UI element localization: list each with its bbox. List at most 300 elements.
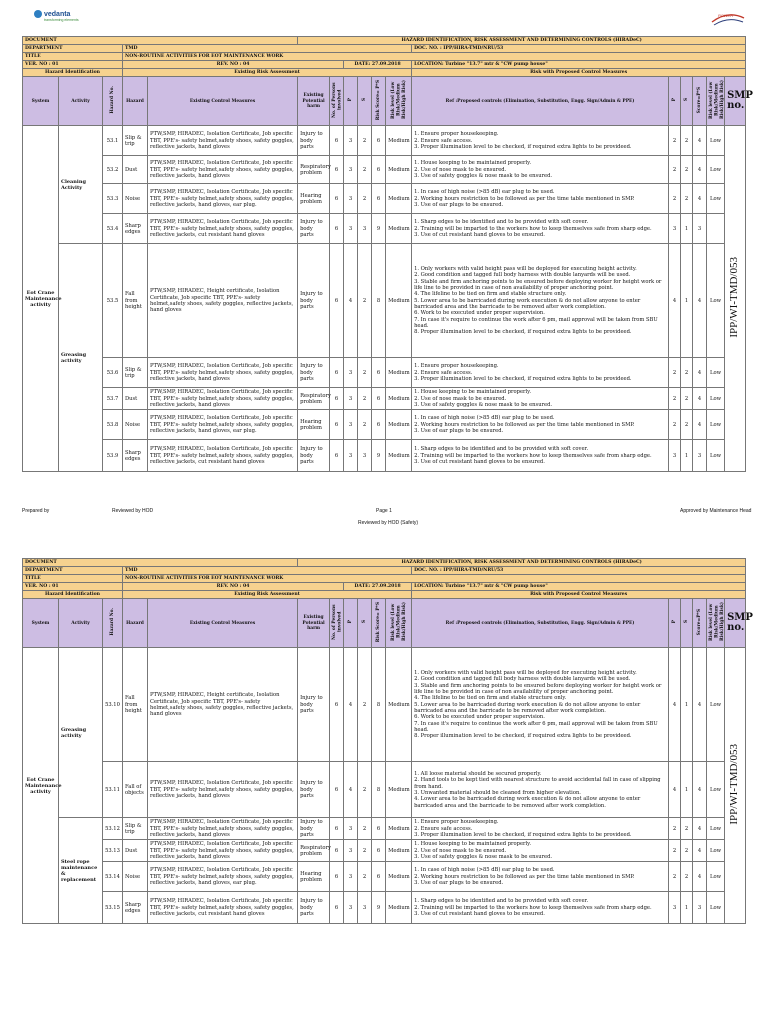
col-p2-label: P	[671, 98, 677, 102]
risk-score: 8	[372, 762, 386, 818]
column-header-row	[23, 77, 746, 126]
table-row	[23, 440, 746, 472]
proposed-controls: 1. Only workers with valid height pass will be deployed for executing height activity. 2. Good condition and tagged full body harness with double lanyards will be used. 3. Stable and firm anchoring points to be ensured before deploying worker for height work or life line to be provided in case of non availability of proper anchoring point. 4. The lifeline to be tied on firm and stable structure only. 5. Lower area to be barricaded during work execution & do not allow anyone to enter barricaded area and the barricade to be removed after work completion. 6. Work to be executed under proper supervision. 7. In case it's require to continue the work after 6 pm, mail approval will be taken from SBU head. 8. Proper illumination level to be checked, if required extra lights to be provideed.	[412, 244, 669, 358]
existing-potential-harm: Injury to body parts	[298, 244, 330, 358]
persons-involved: 6	[330, 818, 344, 840]
table-row	[23, 156, 746, 184]
activity-cell: Greasing activity	[59, 244, 103, 472]
smp-number-cell	[725, 126, 746, 472]
score-after: 4	[693, 762, 707, 818]
score-after: 4	[693, 862, 707, 892]
risk-level: Medium	[386, 840, 412, 862]
severity-after: 2	[681, 840, 693, 862]
hazard-no: 53.15	[103, 892, 123, 924]
persons-involved: 6	[330, 126, 344, 156]
risk-score: 6	[372, 156, 386, 184]
col-risk-score-label: Risk Score= P*S	[375, 601, 381, 643]
score-after: 4	[693, 840, 707, 862]
risk-level: Medium	[386, 244, 412, 358]
table-row	[23, 388, 746, 410]
logo-mark-icon	[34, 10, 42, 18]
probability-after: 3	[669, 440, 681, 472]
risk-level-after: Low	[707, 648, 725, 762]
risk-score: 6	[372, 358, 386, 388]
document-title: HAZARD IDENTIFICATION, RISK ASSESSMENT AND DETERMINING CONTROLS (HIRADeC)	[298, 559, 746, 567]
probability: 4	[344, 244, 358, 358]
section-proposed: Risk with Proposed Control Measures	[412, 591, 746, 599]
hazard-no: 53.9	[103, 440, 123, 472]
col-hazard-no-label: Hazard No.	[109, 86, 115, 114]
col-s2	[681, 599, 693, 648]
proposed-controls: 1. Sharp edges to be identified and to be provided with soft cover. 2. Training will be imparted to the workers how to keep themselves safe from sharp edge. 3. Use of cut resistant hand gloves to be ensured.	[412, 440, 669, 472]
probability-after: 4	[669, 762, 681, 818]
col-system: System	[23, 599, 59, 648]
hazard-no: 53.3	[103, 184, 123, 214]
hazard-no: 53.5	[103, 244, 123, 358]
probability-after: 2	[669, 184, 681, 214]
persons-involved: 6	[330, 410, 344, 440]
hiradec-table-page-2	[22, 558, 753, 924]
col-score2	[693, 77, 707, 126]
document-label: DOCUMENT	[23, 37, 298, 45]
power-logo-icon	[710, 8, 746, 30]
persons-involved: 6	[330, 184, 344, 214]
existing-controls: PTW,SMP, HIRADEC, Isolation Certificate, Job specific TBT, PPE's- safety helmet,safety shoes, safety goggles, reflective jackets, hand gloves	[148, 840, 298, 862]
col-s	[358, 77, 372, 126]
col-p-label: P	[347, 620, 353, 624]
logo-subtext: transforming elements	[44, 18, 79, 22]
existing-potential-harm: Injury to body parts	[298, 818, 330, 840]
probability-after: 2	[669, 840, 681, 862]
system-cell: Eot Crane Maintenance activity	[23, 126, 59, 472]
col-hazard-no	[103, 599, 123, 648]
severity-after: 2	[681, 358, 693, 388]
existing-controls: PTW,SMP, HIRADEC, Isolation Certificate, Job specific TBT, PPE's- safety helmet,safety shoes, safety goggles, reflective jackets, hand gloves, ear plug.	[148, 184, 298, 214]
risk-level-after: Low	[707, 862, 725, 892]
col-s	[358, 599, 372, 648]
severity-after: 2	[681, 818, 693, 840]
department-label: DEPARTMENT	[23, 567, 123, 575]
proposed-controls: 1. Ensure proper housekeeping. 2. Ensure safe access. 3. Proper illumination level to be checked, if required extra lights to be provideed.	[412, 358, 669, 388]
probability: 3	[344, 388, 358, 410]
col-risk-level-label: Risk level (Low Risk/Medium Risk/High Risk)	[390, 80, 407, 120]
risk-level-after: Low	[707, 156, 725, 184]
table-row	[23, 862, 746, 892]
hazard: Slip & trip	[123, 818, 148, 840]
risk-level-after: Low	[707, 358, 725, 388]
existing-potential-harm: Injury to body parts	[298, 126, 330, 156]
location: LOCATION: Turbine "13.7" mtr & "CW pump house"	[412, 583, 746, 591]
hazard: Slip & trip	[123, 126, 148, 156]
col-risk-score-label: Risk Score= P*S	[375, 79, 381, 121]
section-hazard-identification: Hazard Identification	[23, 591, 123, 599]
proposed-controls: 1. Ensure proper housekeeping. 2. Ensure safe access. 3. Proper illumination level to be checked, if required extra lights to be provideed.	[412, 818, 669, 840]
department-label: DEPARTMENT	[23, 45, 123, 53]
proposed-controls: 1. In case of high noise (>85 dB) ear plug to be used. 2. Working hours restriction to be followed as per the time table mentioned in SMP. 3. Use of ear plugs to be ensured.	[412, 184, 669, 214]
score-after: 4	[693, 184, 707, 214]
col-score2-label: Score=P*S	[696, 86, 702, 114]
col-ref-controls: Ref :Proposed controls (Elimination, Substitution, Engg. Sign/Admin & PPE)	[412, 599, 669, 648]
risk-level: Medium	[386, 762, 412, 818]
risk-level: Medium	[386, 818, 412, 840]
document-label: DOCUMENT	[23, 559, 298, 567]
table-row	[23, 184, 746, 214]
col-s-label: S	[361, 620, 367, 624]
department-value: TMD	[123, 45, 412, 53]
risk-level: Medium	[386, 648, 412, 762]
severity-after: 1	[681, 648, 693, 762]
title-value: NON-ROUTINE ACTIVITIES FOR EOT MAINTENANCE WORK	[123, 575, 746, 583]
probability-after: 2	[669, 818, 681, 840]
probability-after: 2	[669, 388, 681, 410]
hazard-no: 53.1	[103, 126, 123, 156]
risk-level: Medium	[386, 440, 412, 472]
severity: 2	[358, 244, 372, 358]
risk-level-after: Low	[707, 410, 725, 440]
section-row	[23, 591, 746, 599]
ver-no: VER. NO : 01	[23, 583, 123, 591]
probability: 3	[344, 818, 358, 840]
col-smp: SMP no.	[725, 599, 746, 648]
table-row	[23, 244, 746, 358]
col-level2-label: Risk level (Low Risk/Medium Risk/High Risk)	[709, 80, 725, 120]
severity-after: 2	[681, 156, 693, 184]
probability: 4	[344, 648, 358, 762]
col-s-label: S	[361, 98, 367, 102]
hazard: Dust	[123, 388, 148, 410]
score-after: 4	[693, 388, 707, 410]
hazard-no: 53.8	[103, 410, 123, 440]
col-p2	[669, 77, 681, 126]
persons-involved: 6	[330, 440, 344, 472]
persons-involved: 6	[330, 648, 344, 762]
proposed-controls: 1. Ensure proper housekeeping. 2. Ensure safe access. 3. Proper illumination level to be checked, if required extra lights to be provideed.	[412, 126, 669, 156]
col-s2	[681, 77, 693, 126]
persons-involved: 6	[330, 244, 344, 358]
probability: 3	[344, 862, 358, 892]
ver-no: VER. NO : 01	[23, 61, 123, 69]
approved-by: Approved by Maintenance Head	[680, 508, 752, 514]
proposed-controls: 1. Only workers with valid height pass will be deployed for executing height activity. 2. Good condition and tagged full body harness with double lanyards will be used. 3. Stable and firm anchoring points to be ensured before deploying worker for height work or life line to be provided in case of non availability of proper anchoring point. 4. The lifeline to be tied on firm and stable structure only. 5. Lower area to be barricaded during work execution & do not allow anyone to enter barricaded area and the barricade to be removed after work completion. 6. Work to be executed under proper supervision. 7. In case it's require to continue the work after 6 pm, mail approval will be taken from SBU head. 8. Proper illumination level to be checked, if required extra lights to be provideed.	[412, 648, 669, 762]
persons-involved: 6	[330, 214, 344, 244]
hazard-no: 53.7	[103, 388, 123, 410]
persons-involved: 6	[330, 388, 344, 410]
probability: 3	[344, 410, 358, 440]
col-p2-label: P	[671, 620, 677, 624]
doc-no: DOC. NO. : IPP/HIRA-TMD/NRU/53	[412, 45, 746, 53]
existing-potential-harm: Injury to body parts	[298, 358, 330, 388]
persons-involved: 6	[330, 892, 344, 924]
hazard: Noise	[123, 410, 148, 440]
col-risk-level	[386, 599, 412, 648]
persons-involved: 6	[330, 840, 344, 862]
risk-level: Medium	[386, 156, 412, 184]
table-row	[23, 840, 746, 862]
score-after: 4	[693, 156, 707, 184]
hazard: Noise	[123, 184, 148, 214]
risk-score: 6	[372, 862, 386, 892]
col-existing-controls: Existing Control Measures	[148, 77, 298, 126]
severity-after: 1	[681, 762, 693, 818]
col-persons-label: No. of Persons involved	[332, 604, 343, 640]
risk-level-after: Low	[707, 840, 725, 862]
col-level2-label: Risk level (Low Risk/Medium Risk/High Risk)	[709, 602, 725, 642]
meta-row-title	[23, 575, 746, 583]
existing-controls: PTW,SMP, HIRADEC, Height certificate, Isolation Certificate, Job specific TBT, PPE's- safety helmet,safety shoes, safety goggles, reflective jackets, hand gloves	[148, 648, 298, 762]
existing-controls: PTW,SMP, HIRADEC, Isolation Certificate, Job specific TBT, PPE's- safety helmet,safety shoes, safety goggles, reflective jackets, hand gloves, ear plug.	[148, 862, 298, 892]
col-p	[344, 599, 358, 648]
risk-score: 6	[372, 388, 386, 410]
risk-score: 6	[372, 818, 386, 840]
hazard: Fall from height	[123, 244, 148, 358]
page-header	[0, 0, 768, 36]
section-existing-risk: Existing Risk Assessment	[123, 591, 412, 599]
probability-after: 3	[669, 892, 681, 924]
probability-after: 3	[669, 214, 681, 244]
probability: 3	[344, 156, 358, 184]
severity: 2	[358, 126, 372, 156]
section-existing-risk: Existing Risk Assessment	[123, 69, 412, 77]
existing-potential-harm: Injury to body parts	[298, 440, 330, 472]
severity: 2	[358, 818, 372, 840]
hazard-no: 53.2	[103, 156, 123, 184]
existing-potential-harm: Hearing problem	[298, 862, 330, 892]
existing-controls: PTW,SMP, HIRADEC, Isolation Certificate, Job specific TBT, PPE's- safety helmet,safety shoes, safety goggles, reflective jackets, hand gloves	[148, 358, 298, 388]
col-persons	[330, 599, 344, 648]
risk-score: 9	[372, 440, 386, 472]
hazard: Sharp edges	[123, 892, 148, 924]
risk-score: 8	[372, 648, 386, 762]
department-value: TMD	[123, 567, 412, 575]
existing-controls: PTW,SMP, HIRADEC, Height certificate, Isolation Certificate, Job specific TBT, PPE's- safety helmet,safety shoes, safety goggles, reflective jackets, hand gloves	[148, 244, 298, 358]
hazard: Dust	[123, 840, 148, 862]
risk-score: 6	[372, 126, 386, 156]
severity-after: 1	[681, 440, 693, 472]
score-after: 3	[693, 214, 707, 244]
severity-after: 2	[681, 126, 693, 156]
column-header-row	[23, 599, 746, 648]
meta-row-department	[23, 45, 746, 53]
risk-score: 9	[372, 892, 386, 924]
table-row	[23, 818, 746, 840]
risk-score: 6	[372, 410, 386, 440]
risk-level: Medium	[386, 388, 412, 410]
persons-involved: 6	[330, 862, 344, 892]
col-p2	[669, 599, 681, 648]
hazard: Fall of objects	[123, 762, 148, 818]
vedanta-logo	[34, 10, 79, 22]
probability-after: 2	[669, 126, 681, 156]
hazard-no: 53.10	[103, 648, 123, 762]
hazard: Sharp edges	[123, 440, 148, 472]
existing-potential-harm: Injury to body parts	[298, 648, 330, 762]
existing-controls: PTW,SMP, HIRADEC, Isolation Certificate, Job specific TBT, PPE's- safety helmet,safety shoes, safety goggles, reflective jackets, hand gloves, ear plug.	[148, 410, 298, 440]
table-row	[23, 762, 746, 818]
reviewed-by-safety: Reviewed by HOD (Safety)	[358, 520, 419, 526]
existing-potential-harm: Respiratory problem	[298, 388, 330, 410]
existing-controls: PTW,SMP, HIRADEC, Isolation Certificate, Job specific TBT, PPE's- safety helmet,safety shoes, safety goggles, reflective jackets, cut resistant hand gloves	[148, 892, 298, 924]
existing-controls: PTW,SMP, HIRADEC, Isolation Certificate, Job specific TBT, PPE's- safety helmet,safety shoes, safety goggles, reflective jackets, cut resistant hand gloves	[148, 440, 298, 472]
risk-level-after: Low	[707, 388, 725, 410]
existing-controls: PTW,SMP, HIRADEC, Isolation Certificate, Job specific TBT, PPE's- safety helmet,safety shoes, safety goggles, reflective jackets, hand gloves	[148, 156, 298, 184]
severity: 2	[358, 862, 372, 892]
score-after: 4	[693, 126, 707, 156]
probability: 3	[344, 184, 358, 214]
risk-level-after: Low	[707, 244, 725, 358]
existing-controls: PTW,SMP, HIRADEC, Isolation Certificate, Job specific TBT, PPE's- safety helmet,safety shoes, safety goggles, reflective jackets, hand gloves	[148, 388, 298, 410]
smp-number: IPP/WI-TMD/053	[728, 743, 741, 825]
activity-cell: Steel rope maintenance & replacement	[59, 818, 103, 924]
activity-cell: Cleaning Activity	[59, 126, 103, 244]
risk-score: 8	[372, 244, 386, 358]
col-risk-score	[372, 599, 386, 648]
smp-number-cell	[725, 648, 746, 924]
persons-involved: 6	[330, 762, 344, 818]
severity: 2	[358, 156, 372, 184]
table-row	[23, 214, 746, 244]
date: DATE: 27.09.2018	[344, 583, 412, 591]
probability: 3	[344, 358, 358, 388]
table-row	[23, 892, 746, 924]
activity-cell: Greasing activity	[59, 648, 103, 818]
col-existing-potential: Existing Potential harm	[298, 599, 330, 648]
severity-after: 1	[681, 244, 693, 358]
risk-level: Medium	[386, 410, 412, 440]
col-existing-controls: Existing Control Measures	[148, 599, 298, 648]
table-row	[23, 648, 746, 762]
system-cell: Eot Crane Maintenance activity	[23, 648, 59, 924]
score-after: 3	[693, 892, 707, 924]
proposed-controls: 1. House keeping to be maintained properly. 2. Use of nose mask to be ensured. 3. Use of safety goggles & nose mask to be ensured.	[412, 156, 669, 184]
hazard: Dust	[123, 156, 148, 184]
col-hazard: Hazard	[123, 599, 148, 648]
col-ref-controls: Ref :Proposed controls (Elimination, Substitution, Engg. Sign/Admin & PPE)	[412, 77, 669, 126]
severity-after: 2	[681, 410, 693, 440]
meta-row-title	[23, 53, 746, 61]
existing-potential-harm: Injury to body parts	[298, 892, 330, 924]
smp-number: IPP/WI-TMD/053	[728, 256, 741, 338]
existing-controls: PTW,SMP, HIRADEC, Isolation Certificate, Job specific TBT, PPE's- safety helmet,safety shoes, safety goggles, reflective jackets, hand gloves	[148, 818, 298, 840]
meta-row-document	[23, 559, 746, 567]
risk-level-after: Low	[707, 184, 725, 214]
probability-after: 2	[669, 410, 681, 440]
risk-level-after	[707, 214, 725, 244]
rev-no: REV. NO : 04	[123, 583, 344, 591]
probability: 3	[344, 840, 358, 862]
severity: 2	[358, 648, 372, 762]
hazard-no: 53.13	[103, 840, 123, 862]
score-after: 4	[693, 648, 707, 762]
title-label: TITLE	[23, 53, 123, 61]
document-title: HAZARD IDENTIFICATION, RISK ASSESSMENT AND DETERMINING CONTROLS (HIRADeC)	[298, 37, 746, 45]
existing-controls: PTW,SMP, HIRADEC, Isolation Certificate, Job specific TBT, PPE's- safety helmet,safety shoes, safety goggles, reflective jackets, cut resistant hand gloves	[148, 214, 298, 244]
probability-after: 2	[669, 862, 681, 892]
col-activity: Activity	[59, 77, 103, 126]
proposed-controls: 1. Sharp edges to be identified and to be provided with soft cover. 2. Training will be imparted to the workers how to keep themselves safe from sharp edge. 3. Use of cut resistant hand gloves to be ensured.	[412, 892, 669, 924]
col-s2-label: S	[683, 98, 689, 102]
col-risk-score	[372, 77, 386, 126]
rev-no: REV. NO : 04	[123, 61, 344, 69]
severity-after: 2	[681, 862, 693, 892]
col-activity: Activity	[59, 599, 103, 648]
severity: 2	[358, 410, 372, 440]
risk-score: 6	[372, 840, 386, 862]
probability: 3	[344, 892, 358, 924]
col-score2-label: Score=P*S	[696, 608, 702, 636]
severity: 2	[358, 762, 372, 818]
section-hazard-identification: Hazard Identification	[23, 69, 123, 77]
risk-level: Medium	[386, 184, 412, 214]
score-after: 4	[693, 244, 707, 358]
document-page-2	[0, 520, 768, 1024]
probability: 3	[344, 126, 358, 156]
probability-after: 2	[669, 156, 681, 184]
col-smp: SMP no.	[725, 77, 746, 126]
svg-text:POWER: POWER	[718, 13, 734, 18]
severity: 3	[358, 440, 372, 472]
proposed-controls: 1. House keeping to be maintained properly. 2. Use of nose mask to be ensured. 3. Use of safety goggles & nose mask to be ensured.	[412, 840, 669, 862]
probability-after: 4	[669, 648, 681, 762]
risk-level: Medium	[386, 126, 412, 156]
date: DATE: 27.09.2018	[344, 61, 412, 69]
existing-potential-harm: Respiratory problem	[298, 156, 330, 184]
risk-level: Medium	[386, 862, 412, 892]
score-after: 3	[693, 440, 707, 472]
title-value: NON-ROUTINE ACTIVITIES FOR EOT MAINTENANCE WORK	[123, 53, 746, 61]
proposed-controls: 1. In case of high noise (>85 dB) ear plug to be used. 2. Working hours restriction to be followed as per the time table mentioned in SMP. 3. Use of ear plugs to be ensured.	[412, 410, 669, 440]
severity-after: 1	[681, 892, 693, 924]
hazard-no: 53.12	[103, 818, 123, 840]
severity: 2	[358, 184, 372, 214]
severity: 3	[358, 892, 372, 924]
existing-potential-harm: Injury to body parts	[298, 762, 330, 818]
existing-controls: PTW,SMP, HIRADEC, Isolation Certificate, Job specific TBT, PPE's- safety helmet,safety shoes, safety goggles, reflective jackets, hand gloves	[148, 126, 298, 156]
risk-level-after: Low	[707, 892, 725, 924]
col-existing-potential: Existing Potential harm	[298, 77, 330, 126]
probability: 4	[344, 762, 358, 818]
hazard: Slip & trip	[123, 358, 148, 388]
risk-score: 9	[372, 214, 386, 244]
severity-after: 1	[681, 214, 693, 244]
existing-potential-harm: Hearing problem	[298, 184, 330, 214]
risk-level-after: Low	[707, 762, 725, 818]
hazard-no: 53.14	[103, 862, 123, 892]
proposed-controls: 1. All loose material should be secured properly. 2. Hand tools to be kept tied with nearest structure to avoid accidental fall in case of slipping from hand. 3. Unwanted material should be cleaned from higher elevation. 4. Lower area to be barricaded during work execution & do not allow anyone to enter barricaded area and the barricade to be removed after work completion.	[412, 762, 669, 818]
hazard-no: 53.11	[103, 762, 123, 818]
proposed-controls: 1. House keeping to be maintained properly. 2. Use of nose mask to be ensured. 3. Use of safety goggles & nose mask to be ensured.	[412, 388, 669, 410]
hazard: Noise	[123, 862, 148, 892]
severity: 3	[358, 214, 372, 244]
table-row	[23, 410, 746, 440]
existing-controls: PTW,SMP, HIRADEC, Isolation Certificate, Job specific TBT, PPE's- safety helmet,safety shoes, safety goggles, reflective jackets, hand gloves	[148, 762, 298, 818]
col-risk-level-label: Risk level (Low Risk/Medium Risk/High Risk)	[390, 602, 407, 642]
probability: 3	[344, 440, 358, 472]
col-hazard-no-label: Hazard No.	[109, 608, 115, 636]
risk-score: 6	[372, 184, 386, 214]
col-hazard-no	[103, 77, 123, 126]
severity: 2	[358, 358, 372, 388]
col-p	[344, 77, 358, 126]
probability-after: 2	[669, 358, 681, 388]
logo-text: vedanta	[44, 10, 71, 18]
risk-level: Medium	[386, 892, 412, 924]
persons-involved: 6	[330, 156, 344, 184]
persons-involved: 6	[330, 358, 344, 388]
hazard: Sharp edges	[123, 214, 148, 244]
location: LOCATION: Turbine "13.7" mtr & "CW pump house"	[412, 61, 746, 69]
probability-after: 4	[669, 244, 681, 358]
severity: 2	[358, 840, 372, 862]
